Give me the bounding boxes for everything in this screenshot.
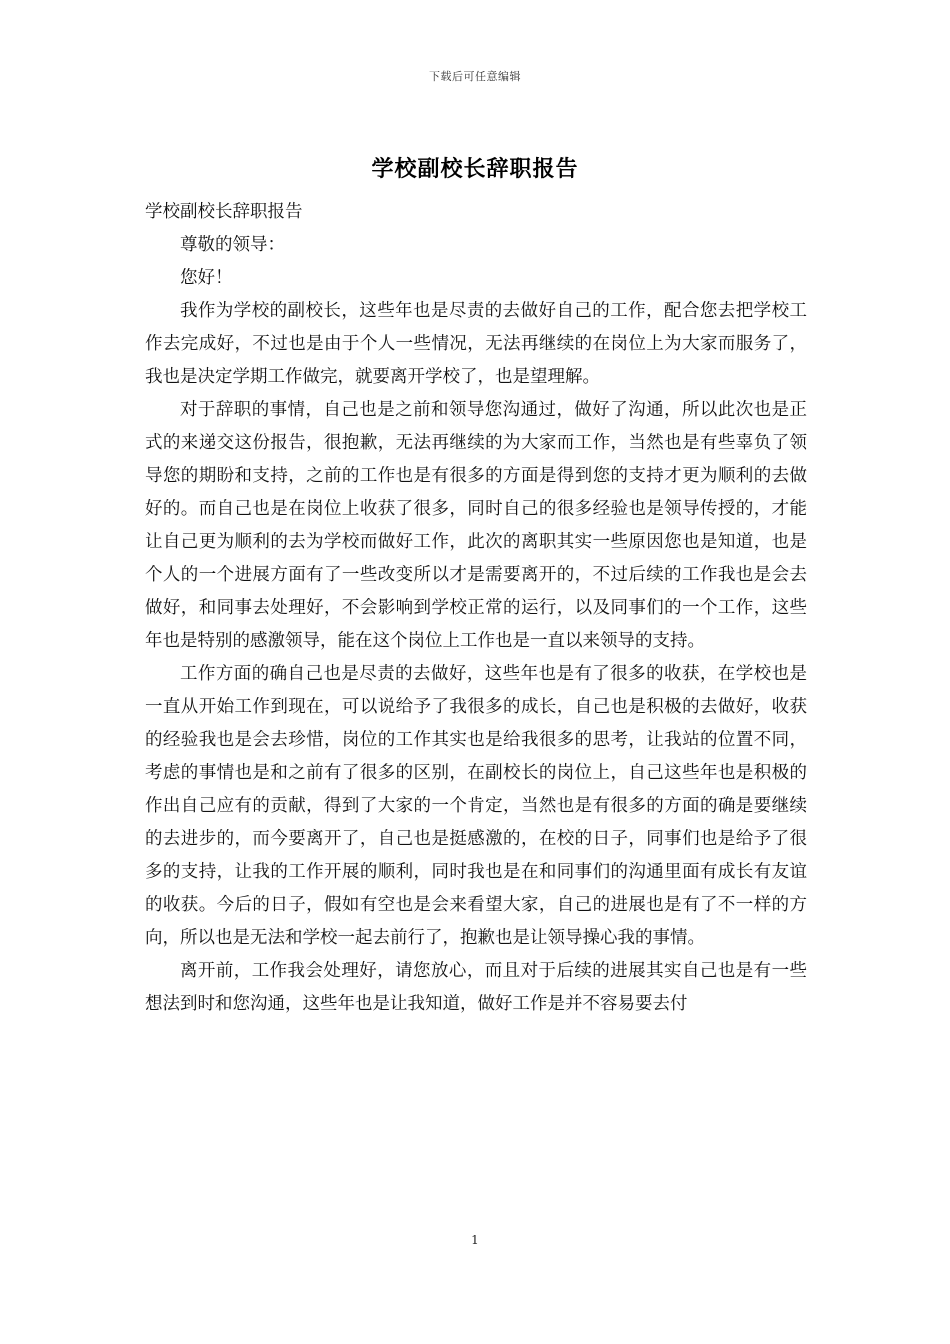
salutation: 尊敬的领导：	[180, 235, 285, 255]
paragraph: 离开前，工作我会处理好，请您放心，而且对于后续的进展其实自己也是有一些想法到时和您沟通，这些年也是让我知道，做好工作是并不容易要去付	[145, 961, 807, 1014]
paragraph: 我作为学校的副校长，这些年也是尽责的去做好自己的工作，配合您去把学校工作去完成好，不过也是由于个人一些情况，无法再继续的在岗位上为大家而服务了，我也是决定学期工作做完，就要离开学校了，也是望理解。	[145, 301, 807, 387]
paragraph: 工作方面的确自己也是尽责的去做好，这些年也是有了很多的收获，在学校也是一直从开始工作到现在，可以说给予了我很多的成长，自己也是积极的去做好，收获的经验我也是会去珍惜，岗位的工作其实也是给我很多的思考，让我站的位置不同，考虑的事情也是和之前有了很多的区别，在副校长的岗位上，自己这些年也是积极的作出自己应有的贡献，得到了大家的一个肯定，当然也是有很多的方面的确是要继续的去进步的，而今要离开了，自己也是挺感激的，在校的日子，同事们也是给予了很多的支持，让我的工作开展的顺利，同时我也是在和同事们的沟通里面有成长有友谊的收获。今后的日子，假如有空也是会来看望大家，自己的进展也是有了不一样的方向，所以也是无法和学校一起去前行了，抱歉也是让领导操心我的事情。	[145, 664, 807, 948]
page-number: 1	[471, 1233, 479, 1247]
greeting: 您好！	[180, 268, 233, 288]
header-note: 下载后可任意编辑	[429, 70, 521, 83]
paragraph: 对于辞职的事情，自己也是之前和领导您沟通过，做好了沟通，所以此次也是正式的来递交这份报告，很抱歉，无法再继续的为大家而工作，当然也是有些辜负了领导您的期盼和支持，之前的工作也是有很多的方面是得到您的支持才更为顺利的去做好的。而自己也是在岗位上收获了很多，同时自己的很多经验也是领导传授的，才能让自己更为顺利的去为学校而做好工作，此次的离职其实一些原因您也是知道，也是个人的一个进展方面有了一些改变所以才是需要离开的，不过后续的工作我也是会去做好，和同事去处理好，不会影响到学校正常的运行，以及同事们的一个工作，这些年也是特别的感激领导，能在这个岗位上工作也是一直以来领导的支持。	[145, 400, 807, 651]
document-subtitle: 学校副校长辞职报告	[145, 202, 303, 222]
document-title: 学校副校长辞职报告	[371, 156, 579, 182]
document-body	[145, 196, 807, 1021]
